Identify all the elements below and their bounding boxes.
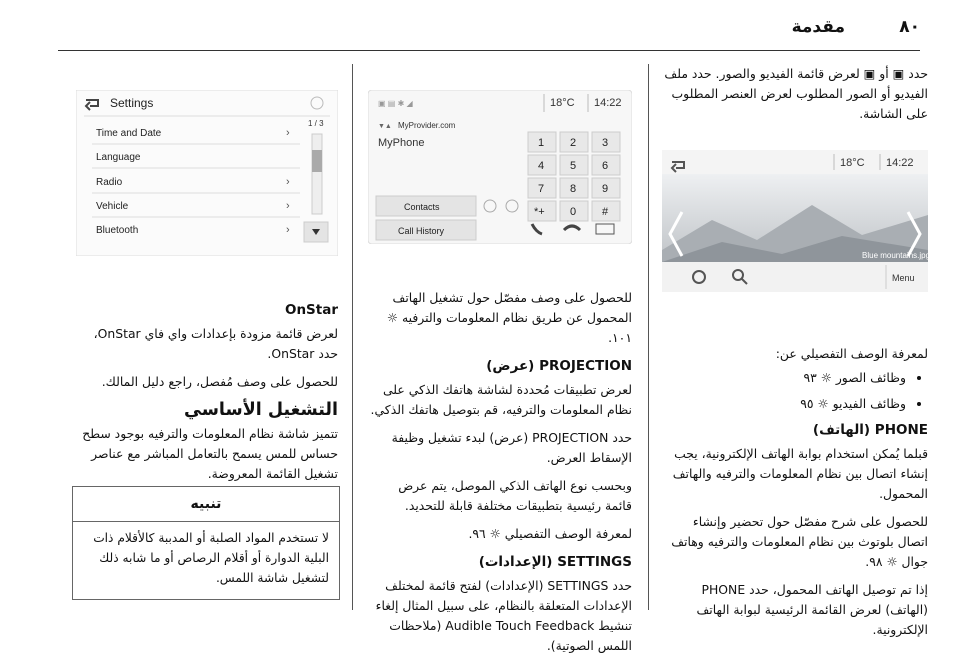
temperature: 18°C <box>550 97 575 109</box>
key-label: 7 <box>538 183 545 195</box>
onstar-heading: OnStar <box>284 302 338 318</box>
caution-text: لا تستخدم المواد الصلبة أو المدببة كالأقلام ذات البلية الدوارة أو أقلام الرصاص أو ما شابه ذلك لتشغيل شاشة اللمس. <box>93 531 329 585</box>
phone-name: MyPhone <box>378 137 425 149</box>
scrollbar[interactable] <box>312 134 322 214</box>
clock: 14:22 <box>594 97 622 109</box>
basic-operation-paragraph: تتميز شاشة نظام المعلومات والترفيه بوجود سطح حساس للمس يسمح بالتعامل المباشر مع عناصر تشغيل القائمة المعروضة. <box>82 426 338 481</box>
page-indicator: 1 / 3 <box>308 119 324 128</box>
settings-heading: SETTINGS (الإعدادات) <box>478 554 632 570</box>
right-column-body <box>660 344 928 648</box>
left-column-body <box>72 296 338 492</box>
key-label: 5 <box>570 160 577 172</box>
header-rule <box>58 50 920 51</box>
menu-button[interactable]: Menu <box>892 273 915 283</box>
key-label: 3 <box>602 137 609 149</box>
projection-heading: PROJECTION (عرض) <box>486 358 632 374</box>
chevron-right-icon: › <box>286 200 290 212</box>
setting-label: Language <box>96 152 141 163</box>
key-label: 6 <box>602 160 609 172</box>
middle-column-body <box>368 288 632 664</box>
phone-paragraph-3: إذا تم توصيل الهاتف المحمول، حدد PHONE (الهاتف) لعرض القائمة الرئيسية لبوابة الهاتف الإلكترونية. <box>696 582 928 637</box>
scroll-thumb[interactable] <box>312 150 322 172</box>
projection-paragraph-4: لمعرفة الوصف التفصيلي ☼ ٩٦. <box>468 526 632 541</box>
key-label: # <box>602 206 609 218</box>
phone-heading: PHONE (الهاتف) <box>812 422 928 438</box>
list-item: • وظائف الصور ☼ ٩٣ <box>660 368 906 388</box>
caution-title: تنبيه <box>73 487 339 522</box>
phone-screen <box>368 90 632 244</box>
setting-label: Radio <box>96 177 123 188</box>
key-label: 0 <box>570 206 577 218</box>
caution-box <box>72 486 340 600</box>
key-label: 4 <box>538 160 545 172</box>
right-column-intro <box>660 64 928 132</box>
onstar-paragraph-1: لعرض قائمة مزودة بإعدادات واي فاي OnStar، حدد OnStar. <box>93 326 338 361</box>
chevron-right-icon: › <box>286 224 290 236</box>
projection-paragraph-1: لعرض تطبيقات مُحددة لشاشة هاتفك الذكي على نظام المعلومات والترفيه، قم بتوصيل هاتفك الذكي. <box>370 382 632 417</box>
image-caption: Blue mountains.jpg <box>862 251 928 260</box>
media-intro-text: حدد ▣ أو ▣ لعرض قائمة الفيديو والصور. حدد ملف الفيديو أو الصور المطلوب لعرض العنصر المطلوب على الشاشة. <box>664 66 928 121</box>
setting-label: Vehicle <box>96 201 129 212</box>
column-divider-left <box>352 64 353 610</box>
key-label: 2 <box>570 137 577 149</box>
media-reference-heading: لمعرفة الوصف التفصيلي عن: <box>775 346 928 361</box>
settings-screen <box>76 90 338 256</box>
media-reference-list <box>660 368 928 414</box>
media-screen <box>662 150 928 292</box>
status-icons: ▣ ▤ ✱ ◢ <box>378 99 413 108</box>
projection-paragraph-2: حدد PROJECTION (عرض) لبدء تشغيل وظيفة الإسقاط العرض. <box>391 430 632 465</box>
phone-reference-text: للحصول على وصف مفصّل حول تشغيل الهاتف المحمول عن طريق نظام المعلومات والترفيه ☼ ١٠١. <box>386 290 632 345</box>
key-label: 8 <box>570 183 577 195</box>
chevron-right-icon: › <box>286 127 290 139</box>
basic-operation-heading: التشغيل الأساسي <box>184 400 338 420</box>
key-label: 1 <box>538 137 545 149</box>
column-divider-right <box>648 64 649 610</box>
key-label: 9 <box>602 183 609 195</box>
signal-icon: ▼▲ <box>378 123 392 130</box>
setting-label: Time and Date <box>96 128 162 139</box>
key-label: *+ <box>534 206 545 218</box>
list-item: • وظائف الفيديو ☼ ٩٥ <box>660 394 906 414</box>
settings-paragraph: حدد SETTINGS (الإعدادات) لفتح قائمة لمختلف الإعدادات المتعلقة بالنظام، على سبيل المثال إلغاء تنشيط Audible Touch Feedback (ملاحظات اللمس الصوتية). <box>375 578 632 653</box>
setting-label: Bluetooth <box>96 225 139 236</box>
clock: 14:22 <box>886 157 914 169</box>
phone-paragraph-2: للحصول على شرح مفصّل حول تحضير وإنشاء اتصال بلوتوث بين نظام المعلومات والترفيه وهاتف جوال ☼ ٩٨. <box>671 514 928 569</box>
projection-paragraph-3: وبحسب نوع الهاتف الذكي الموصل، يتم عرض قائمة رئيسية بتطبيقات مختلفة قابلة للتحديد. <box>398 478 632 513</box>
page-number: ٨٠ <box>899 17 920 37</box>
phone-paragraph-1: قبلما يُمكن استخدام بوابة الهاتف الإلكترونية، يجب إنشاء اتصال بين نظام المعلومات والترفيه والهاتف المحمول. <box>672 446 928 501</box>
call-history-label: Call History <box>398 226 445 236</box>
contacts-label: Contacts <box>404 202 440 212</box>
page-title: مقدمة <box>791 17 845 37</box>
onstar-paragraph-2: للحصول على وصف مُفصل، راجع دليل المالك. <box>101 374 338 389</box>
temperature: 18°C <box>840 157 865 169</box>
settings-title: Settings <box>110 96 154 110</box>
chevron-right-icon: › <box>286 176 290 188</box>
provider-name: MyProvider.com <box>398 121 456 130</box>
